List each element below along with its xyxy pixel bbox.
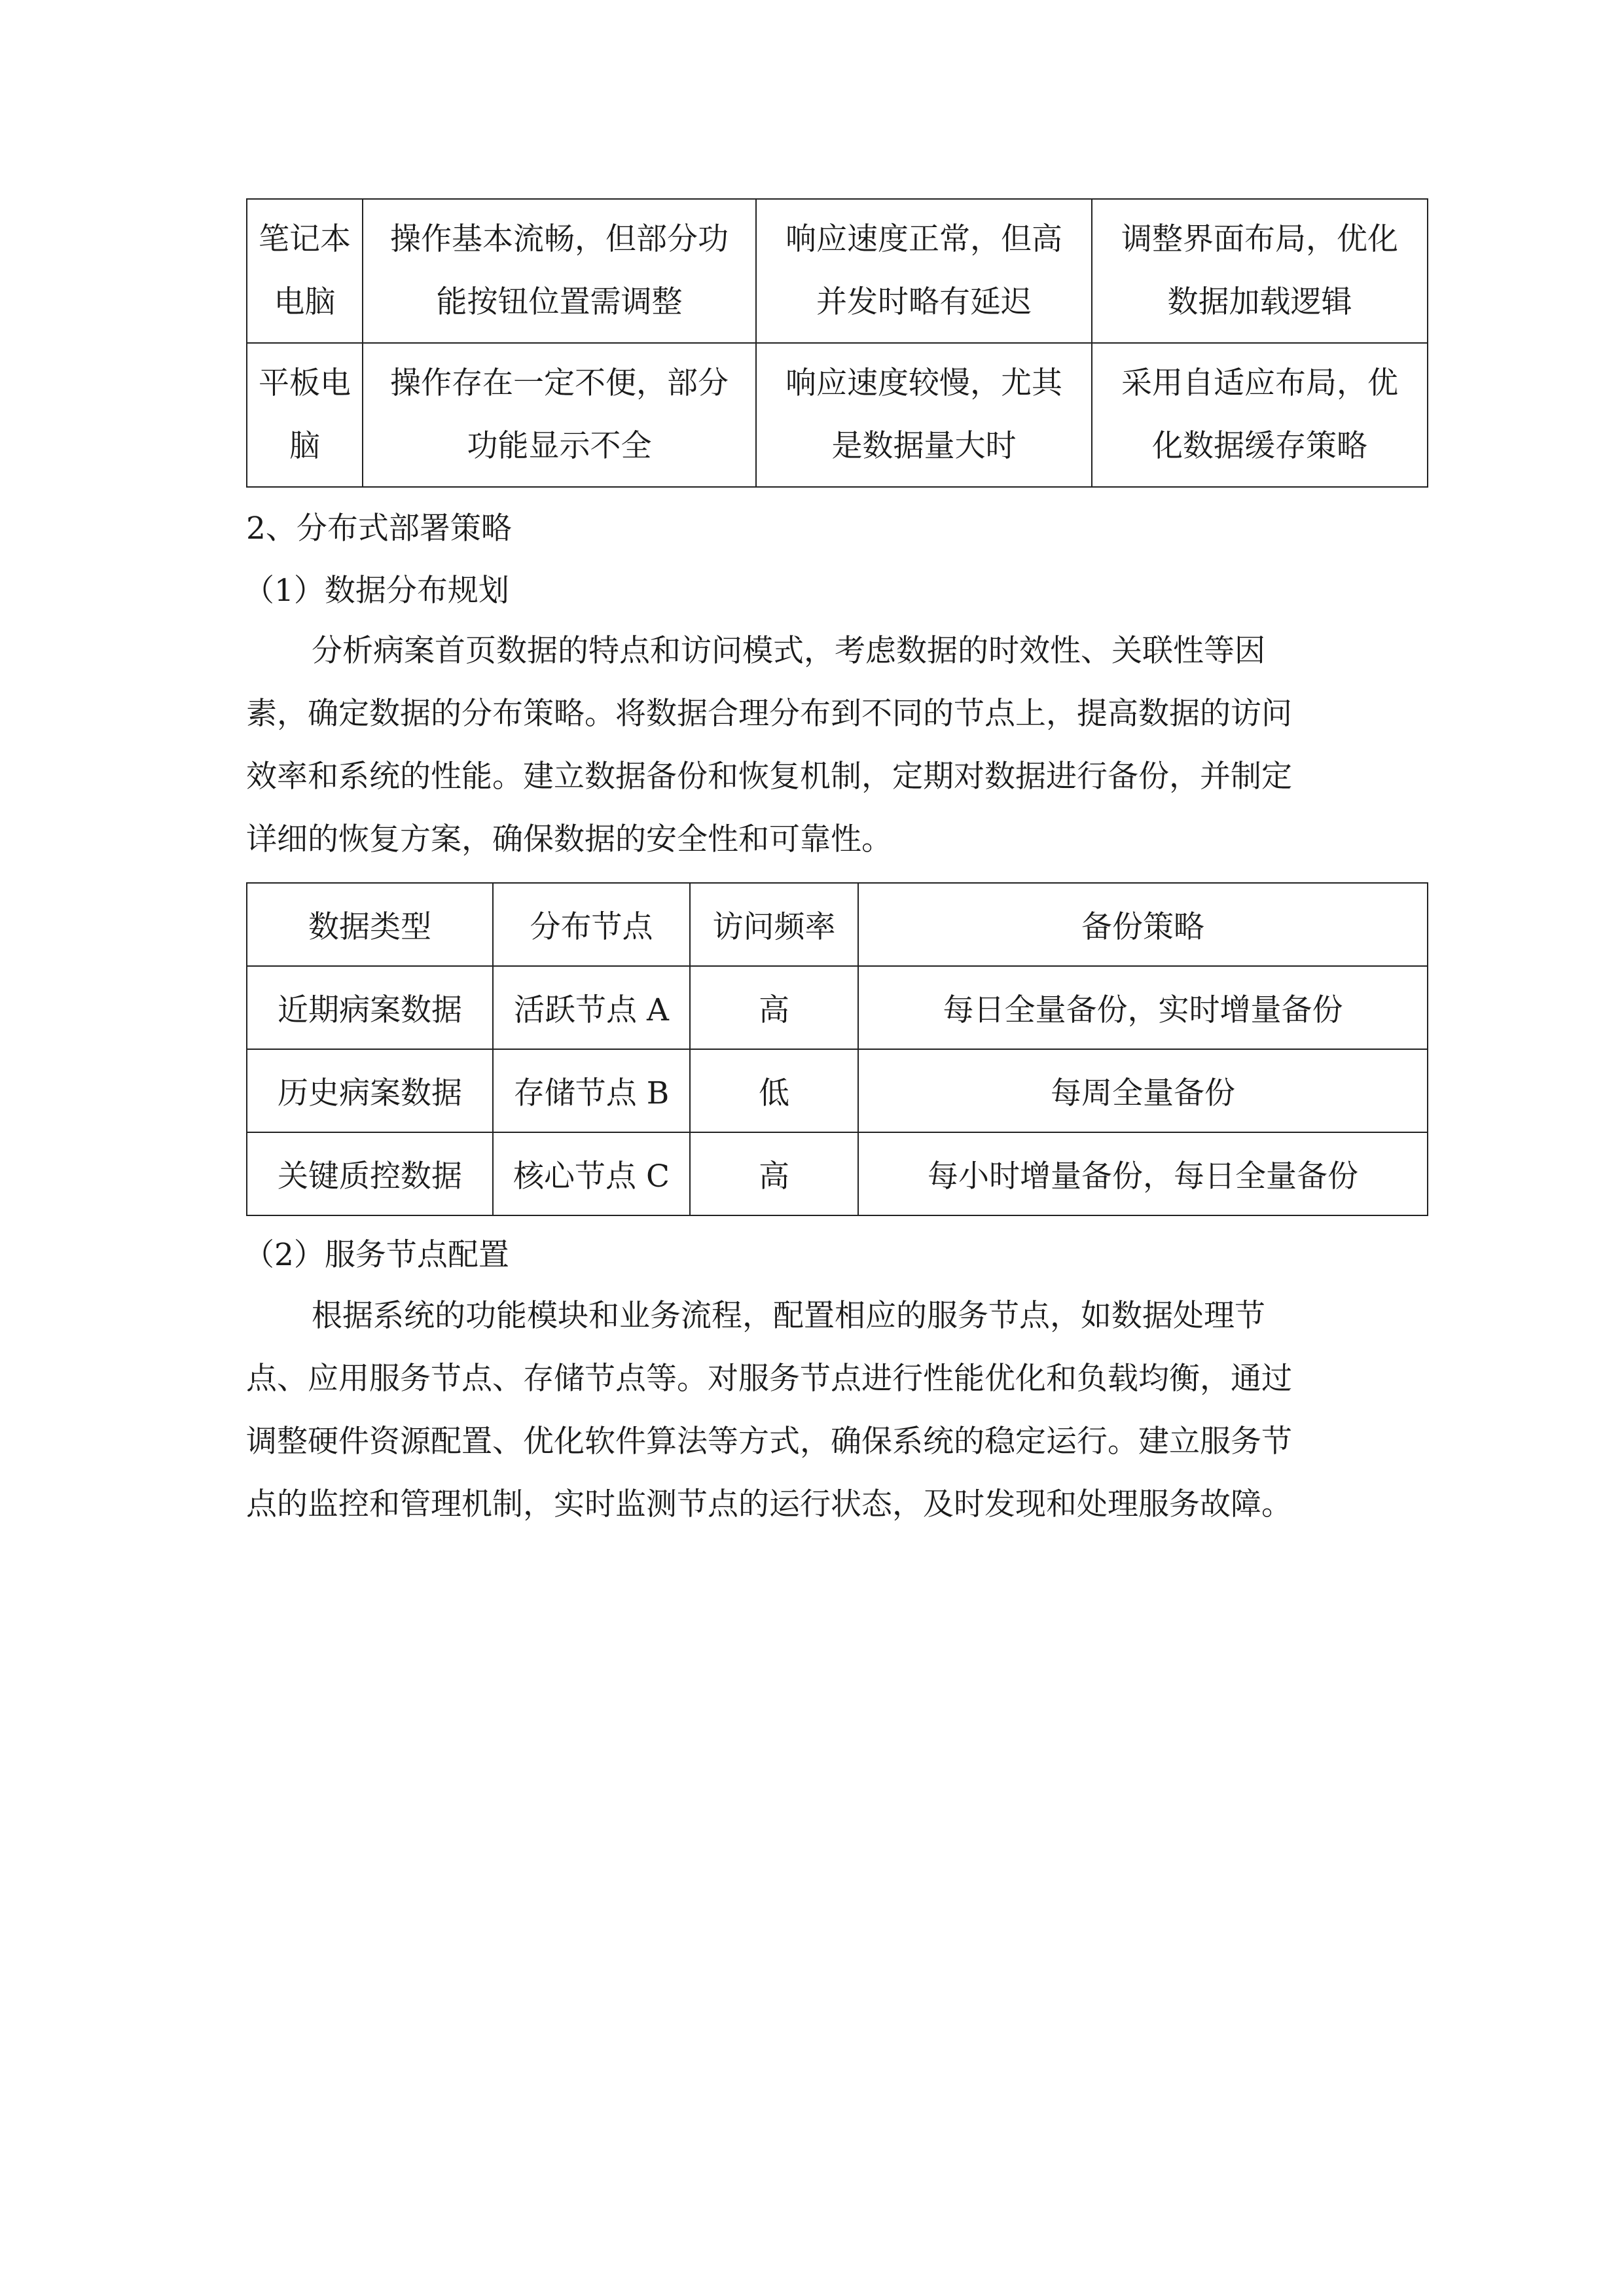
cell-line: 笔记本 (259, 221, 351, 257)
table-row (247, 1049, 1428, 1132)
cell-line: 脑 (289, 428, 320, 464)
column-header: 访问频率 (690, 883, 858, 966)
table-cell-performance (756, 343, 1092, 487)
column-header: 数据类型 (247, 883, 493, 966)
cell-line: 操作基本流畅，但部分功 (390, 221, 729, 257)
table-cell: 近期病案数据 (247, 966, 493, 1049)
table-cell-optimization (1092, 343, 1428, 487)
data-distribution-table (246, 882, 1428, 1216)
table-cell: 存储节点 B (493, 1049, 690, 1132)
table-cell: 高 (690, 966, 858, 1049)
paragraph-line: 详细的恢复方案，确保数据的安全性和可靠性。 (246, 821, 892, 857)
table-cell: 低 (690, 1049, 858, 1132)
cell-line: 数据加载逻辑 (1167, 284, 1352, 320)
paragraph-service-nodes (246, 1285, 1392, 1536)
table-cell: 每小时增量备份，每日全量备份 (858, 1132, 1428, 1215)
column-header: 分布节点 (493, 883, 690, 966)
table-cell: 历史病案数据 (247, 1049, 493, 1132)
column-header: 备份策略 (858, 883, 1428, 966)
paragraph-line: 点的监控和管理机制，实时监测节点的运行状态，及时发现和处理服务故障。 (246, 1486, 1292, 1522)
cell-line: 是数据量大时 (831, 428, 1017, 464)
paragraph-line: 素，确定数据的分布策略。将数据合理分布到不同的节点上，提高数据的访问 (246, 696, 1292, 732)
paragraph-line: 效率和系统的性能。建立数据备份和恢复机制，定期对数据进行备份，并制定 (246, 759, 1292, 795)
table-cell: 每周全量备份 (858, 1049, 1428, 1132)
table-header-row (247, 883, 1428, 966)
subsection-heading-service-nodes: （2）服务节点配置 (244, 1237, 509, 1273)
table-cell-experience (363, 199, 756, 343)
table-cell-experience (363, 343, 756, 487)
device-comparison-table (246, 198, 1428, 488)
paragraph-line: 根据系统的功能模块和业务流程，配置相应的服务节点，如数据处理节 (312, 1298, 1265, 1334)
paragraph-data-distribution (246, 620, 1392, 871)
section-heading: 2、分布式部署策略 (246, 511, 512, 547)
table-cell: 关键质控数据 (247, 1132, 493, 1215)
paragraph-line: 点、应用服务节点、存储节点等。对服务节点进行性能优化和负载均衡，通过 (246, 1361, 1292, 1397)
cell-line: 电脑 (274, 284, 336, 320)
cell-line: 响应速度正常，但高 (785, 221, 1062, 257)
table-row (247, 199, 1428, 343)
cell-line: 采用自适应布局，优 (1121, 365, 1398, 401)
table-cell-performance (756, 199, 1092, 343)
cell-line: 功能显示不全 (467, 428, 652, 464)
cell-line: 调整界面布局，优化 (1121, 221, 1398, 257)
table-row (247, 966, 1428, 1049)
table-cell: 活跃节点 A (493, 966, 690, 1049)
table-cell: 每日全量备份，实时增量备份 (858, 966, 1428, 1049)
cell-line: 操作存在一定不便，部分 (390, 365, 729, 401)
table-cell-device (247, 199, 363, 343)
table-row (247, 343, 1428, 487)
table-cell-optimization (1092, 199, 1428, 343)
cell-line: 平板电 (259, 365, 351, 401)
cell-line: 响应速度较慢，尤其 (785, 365, 1062, 401)
cell-line: 化数据缓存策略 (1152, 428, 1367, 464)
cell-line: 能按钮位置需调整 (436, 284, 683, 320)
cell-line: 并发时略有延迟 (816, 284, 1032, 320)
table-cell-device (247, 343, 363, 487)
paragraph-line: 调整硬件资源配置、优化软件算法等方式，确保系统的稳定运行。建立服务节 (246, 1424, 1292, 1460)
table-cell: 高 (690, 1132, 858, 1215)
subsection-heading-data-distribution: （1）数据分布规划 (244, 573, 509, 609)
table-row (247, 1132, 1428, 1215)
paragraph-line: 分析病案首页数据的特点和访问模式，考虑数据的时效性、关联性等因 (312, 633, 1265, 669)
table-cell: 核心节点 C (493, 1132, 690, 1215)
